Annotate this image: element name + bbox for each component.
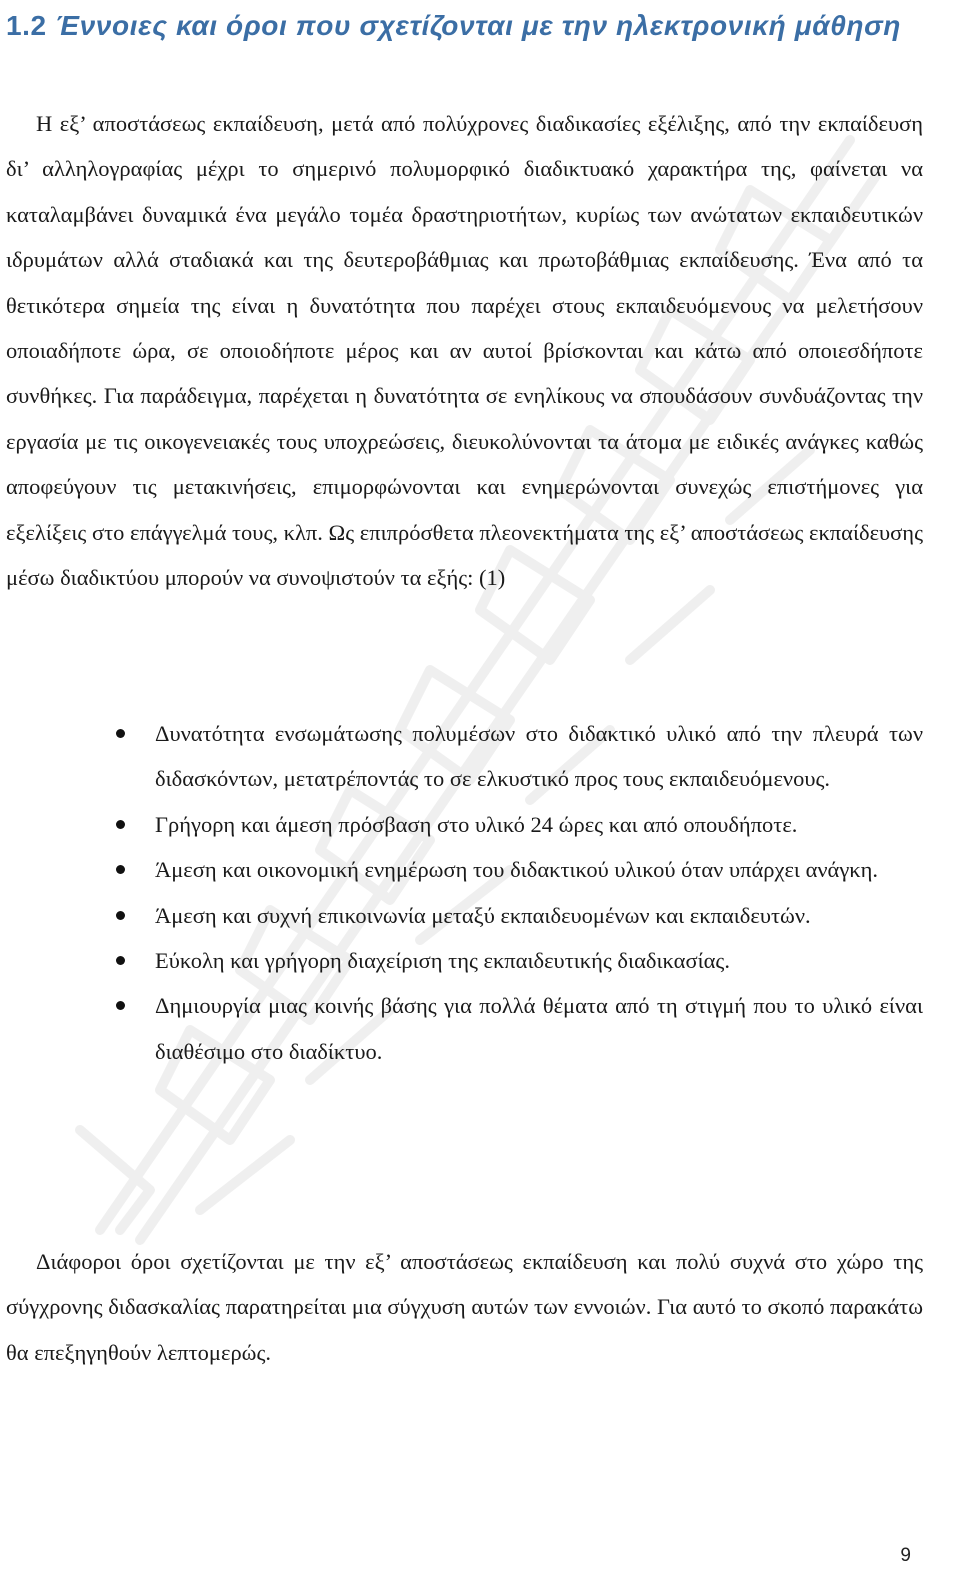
list-item-text: Άμεση και συχνή επικοινωνία μεταξύ εκπαιδευομένων και εκπαιδευτών. [155, 902, 811, 928]
list-item-text: Δυνατότητα ενσωμάτωσης πολυμέσων στο διδακτικό υλικό από την πλευρά των διδασκόντων, μετατρέποντάς το σε ελκυστικό προς τους εκπαιδευόμενους. [155, 721, 923, 792]
bullet-icon [116, 729, 125, 738]
intro-paragraph: Η εξ’ αποστάσεως εκπαίδευση, μετά από πολύχρονες διαδικασίες εξέλιξης, από την εκπαίδευση δι’ αλληλογραφίας μέχρι το σημερινό πολυμορφικό διαδικτυακό χαρακτήρα της, φαίνεται να καταλαμβάνει δυναμικά ένα μεγάλο τομέα δραστηριοτήτων, κυρίως των ανώτατων εκπαιδευτικών ιδρυμάτων αλλά σταδιακά και της δευτεροβάθμιας και πρωτοβάθμιας εκπαίδευσης. Ένα από τα θετικότερα σημεία της είναι η δυνατότητα που παρέχει στους εκπαιδευόμενους να μελετήσουν οποιαδήποτε ώρα, σε οποιοδήποτε μέρος και αν αυτοί βρίσκονται και κάτω από οποιεσδήποτε συνθήκες. Για παράδειγμα, παρέχεται η δυνατότητα σε ενηλίκους να σπουδάσουν συνδυάζοντας την εργασία με τις οικογενειακές τους υποχρεώσεις, διευκολύνονται τα άτομα με ειδικές ανάγκες καθώς αποφεύγουν τις μετακινήσεις, επιμορφώνονται και ενημερώνονται συνεχώς επιστήμονες για εξελίξεις στο επάγγελμά τους, κλπ. Ως επιπρόσθετα πλεονεκτήματα της εξ’ αποστάσεως εκπαίδευσης μέσω διαδικτύου μπορούν να συνοψιστούν τα εξής: (1) [6, 111, 923, 591]
bullet-icon [116, 911, 125, 920]
bullet-icon [116, 820, 125, 829]
list-item-text: Δημιουργία μιας κοινής βάσης για πολλά θέματα από τη στιγμή που το υλικό είναι διαθέσιμο στο διαδίκτυο. [155, 993, 923, 1064]
list-item [0, 893, 923, 938]
list-item-text: Άμεση και οικονομική ενημέρωση του διδακτικού υλικού όταν υπάρχει ανάγκη. [155, 857, 879, 883]
advantages-list [0, 711, 923, 1074]
list-item [0, 802, 923, 847]
list-item [0, 847, 923, 892]
bullet-icon [116, 865, 125, 874]
bullet-icon [116, 956, 125, 965]
list-item [0, 711, 923, 802]
page-number: 9 [900, 1545, 911, 1566]
bullet-icon [116, 1001, 125, 1010]
section-title: Έννοιες και όροι που σχετίζονται με την ηλεκτρονική μάθηση [55, 10, 902, 41]
list-item [0, 983, 923, 1074]
list-item-text: Γρήγορη και άμεση πρόσβαση στο υλικό 24 ώρες και από οπουδήποτε. [155, 811, 798, 837]
list-item-text: Εύκολη και γρήγορη διαχείριση της εκπαιδευτικής διαδικασίας. [155, 948, 730, 974]
closing-paragraph: Διάφοροι όροι σχετίζονται με την εξ’ αποστάσεως εκπαίδευση και πολύ συχνά στο χώρο της σύγχρονης διδασκαλίας παρατηρείται μια σύγχυση αυτών των εννοιών. Για αυτό το σκοπό παρακάτω θα επεξηγηθούν λεπτομερώς. [6, 1249, 923, 1365]
section-heading [6, 0, 926, 52]
section-number: 1.2 [6, 10, 47, 41]
list-item [0, 938, 923, 983]
